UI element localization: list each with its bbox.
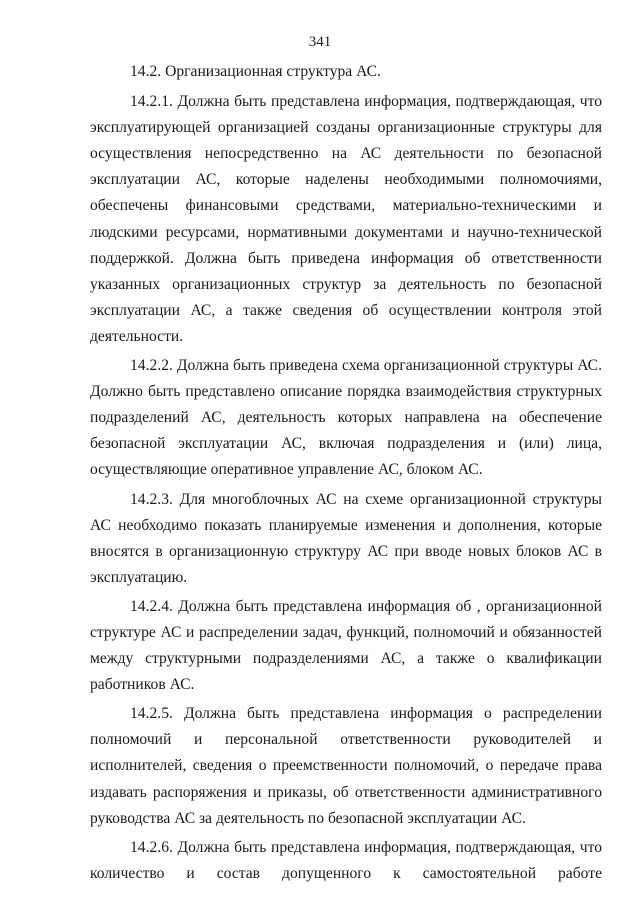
paragraph-14-2-3: 14.2.3. Для многоблочных АС на схеме организационной структуры АС необходимо показать планируемые изменения и дополнения, которые вносятся в организационную структуру АС при вводе новых блоков АС в эксплуатацию. xyxy=(90,490,602,586)
paragraph-14-2-4: 14.2.4. Должна быть представлена информация об , организационной структуре АС и распределении задач, функций, полномочий и обязанностей между структурными подразделениями АС, а также о квалификации работников АС. xyxy=(90,597,602,694)
document-body xyxy=(90,59,602,887)
paragraph-14-2-5: 14.2.5. Должна быть представлена информация о распределении полномочий и персональной ответственности руководителей и исполнителей, сведения о преемственности полномочий, о передаче права издавать распоряжения и приказы, об ответственности административного руководства АС за деятельность по безопасной эксплуатации АС. xyxy=(90,705,602,827)
page-number: 341 xyxy=(308,34,332,50)
paragraph-14-2-1: 14.2.1. Должна быть представлена информация, подтверждающая, что эксплуатирующей организацией созданы организационные структуры для осуществления непосредственно на АС деятельности по безопасной эксплуатации АС, которые наделены необходимыми полномочиями, обеспечены финансовыми средствами, материально-техническими и людскими ресурсами, нормативными документами и научно-технической поддержкой. Должна быть приведена информация об ответственности указанных организационных структур за деятельность по безопасной эксплуатации АС, а также сведения об осуществлении контроля этой деятельности. xyxy=(90,93,602,345)
section-heading: 14.2. Организационная структура АС. xyxy=(130,63,381,80)
paragraph-14-2-6: 14.2.6. Должна быть представлена информация, подтверждающая, что количество и состав допущенного к самостоятельной работе xyxy=(90,838,602,882)
paragraph-14-2-2: 14.2.2. Должна быть приведена схема организационной структуры АС. Должно быть представлено описание порядка взаимодействия структурных подразделений АС, деятельность которых направлена на обеспечение безопасной эксплуатации АС, включая подразделения и (или) лица, осуществляющие оперативное управление АС, блоком АС. xyxy=(90,357,602,479)
